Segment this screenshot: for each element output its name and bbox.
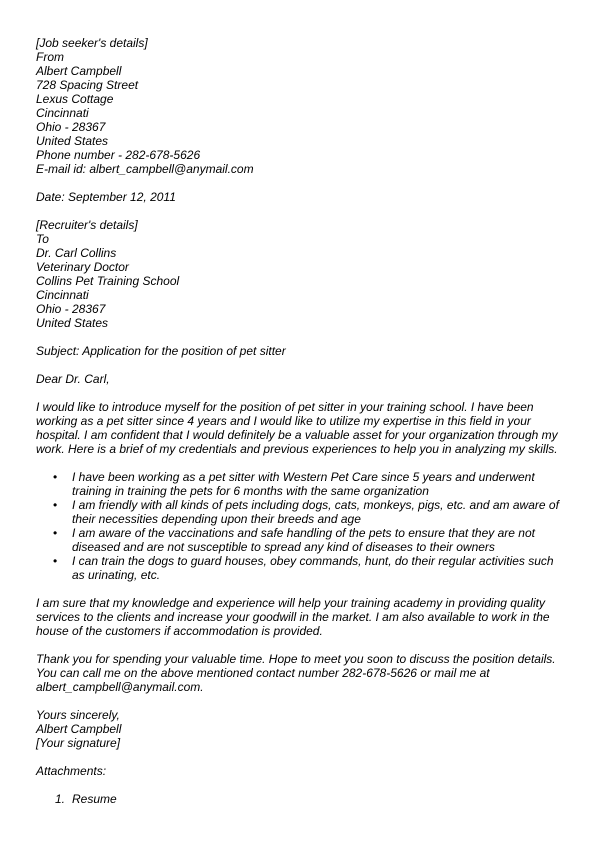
sender-building: Lexus Cottage	[36, 92, 114, 106]
bullet-text: I am friendly with all kinds of pets including dogs, cats, monkeys, pigs, etc. and am aware of	[72, 498, 559, 512]
bullet-icon: •	[53, 470, 58, 484]
recipient-city: Cincinnati	[36, 288, 89, 302]
attachment-name: Resume	[72, 792, 117, 806]
recipient-state-zip: Ohio - 28367	[36, 302, 106, 316]
sender-header: [Job seeker's details]	[36, 36, 148, 50]
spacer	[36, 750, 576, 764]
sender-city: Cincinnati	[36, 106, 89, 120]
spacer	[36, 386, 576, 400]
intro-line: work. Here is a brief of my credentials and previous experiences to help you in analyzing my skills.	[36, 442, 558, 456]
sender-state-zip: Ohio - 28367	[36, 120, 106, 134]
closing-line: I am sure that my knowledge and experience will help your training academy in providing quality	[36, 596, 545, 610]
bullet-icon: •	[53, 526, 58, 540]
attachments-label: Attachments:	[36, 764, 107, 778]
closing-line: house of the customers if accommodation is provided.	[36, 624, 323, 638]
spacer	[36, 330, 576, 344]
recipient-country: United States	[36, 316, 109, 330]
salutation: Dear Dr. Carl,	[36, 372, 110, 386]
signoff-closing: Yours sincerely,	[36, 708, 120, 722]
sender-email: E-mail id: albert_campbell@anymail.com	[36, 162, 254, 176]
bullet-text: I am aware of the vaccinations and safe handling of the pets to ensure that they are not	[72, 526, 535, 540]
closing-paragraph	[36, 596, 566, 638]
signoff	[36, 708, 576, 750]
list-item	[36, 554, 566, 582]
recipient-details	[36, 218, 576, 330]
bullet-text: I have been working as a pet sitter with Western Pet Care since 5 years and underwent	[72, 470, 535, 484]
recipient-organization: Collins Pet Training School	[36, 274, 180, 288]
signature-placeholder: [Your signature]	[36, 736, 121, 750]
cover-letter	[36, 36, 576, 806]
attachment-number: 1.	[55, 792, 66, 806]
list-item	[36, 792, 576, 806]
spacer	[36, 778, 576, 792]
list-item	[36, 470, 566, 498]
sender-phone: Phone number - 282-678-5626	[36, 148, 201, 162]
spacer	[36, 176, 576, 190]
recipient-name: Dr. Carl Collins	[36, 246, 117, 260]
bullet-text: diseased and are not susceptible to spread any kind of diseases to their owners	[72, 540, 495, 554]
spacer	[36, 456, 576, 470]
thanks-paragraph	[36, 652, 566, 694]
spacer	[36, 638, 576, 652]
from-label: From	[36, 50, 64, 64]
thanks-line: Thank you for spending your valuable time. Hope to meet you soon to discuss the position details.	[36, 652, 556, 666]
intro-line: hospital. I am confident that I would definitely be a valuable asset for your organization through my	[36, 428, 558, 442]
spacer	[36, 204, 576, 218]
list-item	[36, 526, 566, 554]
sender-name: Albert Campbell	[36, 64, 122, 78]
thanks-line: albert_campbell@anymail.com.	[36, 680, 204, 694]
bullet-icon: •	[53, 498, 58, 512]
thanks-line: You can call me on the above mentioned contact number 282-678-5626 or mail me at	[36, 666, 490, 680]
bullet-text: I can train the dogs to guard houses, obey commands, hunt, do their regular activities such	[72, 554, 554, 568]
to-label: To	[36, 232, 49, 246]
list-item	[36, 498, 566, 526]
closing-line: services to the clients and increase your goodwill in the market. I am also available to work in the	[36, 610, 550, 624]
bullet-text: training in training the pets for 6 months with the same organization	[72, 484, 429, 498]
intro-paragraph	[36, 400, 566, 456]
sender-country: United States	[36, 134, 109, 148]
spacer	[36, 694, 576, 708]
intro-line: I would like to introduce myself for the position of pet sitter in your training school. I have been	[36, 400, 534, 414]
spacer	[36, 358, 576, 372]
credentials-list	[36, 470, 576, 582]
intro-line: working as a pet sitter since 4 years and I would like to utilize my expertise in this field in your	[36, 414, 531, 428]
letter-date: Date: September 12, 2011	[36, 190, 176, 204]
recipient-header: [Recruiter's details]	[36, 218, 138, 232]
subject-line: Subject: Application for the position of pet sitter	[36, 344, 286, 358]
bullet-text: their necessities depending upon their breeds and age	[72, 512, 361, 526]
sender-street: 728 Spacing Street	[36, 78, 139, 92]
recipient-title: Veterinary Doctor	[36, 260, 129, 274]
spacer	[36, 582, 576, 596]
attachments-list	[36, 792, 576, 806]
signoff-name: Albert Campbell	[36, 722, 122, 736]
sender-details	[36, 36, 576, 176]
bullet-icon: •	[53, 554, 58, 568]
bullet-text: as urinating, etc.	[72, 568, 161, 582]
